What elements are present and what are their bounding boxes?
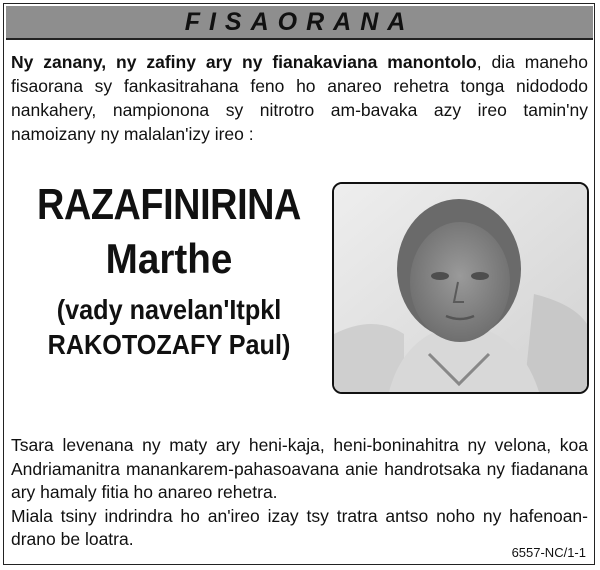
deceased-surname: RAZAFINIRINA [37,180,301,229]
deceased-first-name: Marthe [105,235,233,282]
portrait-photo [332,182,589,394]
reference-code: 6557-NC/1-1 [511,545,586,560]
intro-paragraph [11,50,588,146]
spouse-line-2: RAKOTOZAFY Paul) [47,329,291,360]
deceased-name-block [8,178,330,362]
portrait-photo-icon [334,184,587,392]
closing-paragraph-1: Tsara levenana ny maty ary heni-kaja, heni-boninahitra ny velona, koa Andriamanitra manankarem-pahasoavana anie handrotsaka ny fiadanana ary hamaly fitia ho anareo rehetra. [11,435,588,502]
intro-text: , dia maneho fisaorana sy fankasitrahana feno ho anareo rehetra tonga nidododo nankahery, nampionona sy nitrotro am-bavaka azy ireo tamin'ny namoizany ny malalan'izy ireo : [11,52,588,144]
closing-text [11,434,588,552]
header-title: FISAORANA [184,7,415,36]
closing-paragraph-2: Miala tsiny indrindra ho an'ireo izay tsy tratra antso noho ny hafenoan-drano be loatra. [11,505,588,549]
intro-lead: Ny zanany, ny zafiny ary ny fianakaviana manontolo [11,52,477,72]
header-banner [6,6,593,40]
spouse-line-1: (vady navelan'Itpkl [56,294,282,325]
